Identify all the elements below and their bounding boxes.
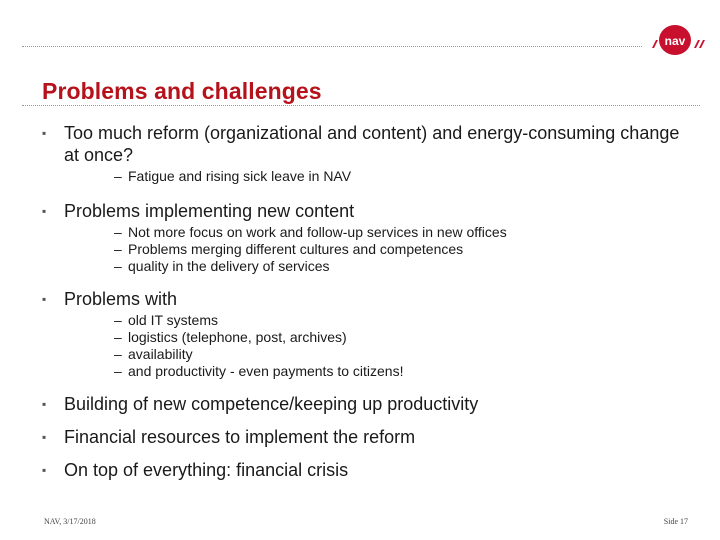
- footer-date: NAV, 3/17/2018: [44, 517, 96, 526]
- bullet-text: Building of new competence/keeping up productivity: [64, 394, 479, 414]
- logo-text: nav: [664, 34, 686, 48]
- bullet-text: Problems implementing new content: [64, 201, 355, 221]
- sub-item: – Problems merging different cultures and competences: [114, 241, 464, 257]
- title-divider: [22, 105, 700, 106]
- sub-item: – Not more focus on work and follow-up services in new offices: [114, 224, 507, 240]
- sub-item: – and productivity - even payments to citizens!: [114, 363, 404, 379]
- nav-logo-icon: [648, 22, 708, 58]
- bullet-item: [42, 393, 682, 415]
- bullet-item: [42, 426, 682, 448]
- sub-item: – logistics (telephone, post, archives): [114, 329, 347, 345]
- sub-list: [114, 312, 682, 380]
- square-bullet-icon: ▪: [42, 463, 47, 477]
- sub-list: [114, 168, 682, 185]
- bullet-text: Too much reform (organizational and content) and energy-consuming change at once?: [64, 123, 680, 165]
- bullet-text: Financial resources to implement the reform: [64, 427, 416, 447]
- bullet-item: [42, 200, 682, 275]
- square-bullet-icon: ▪: [42, 292, 47, 306]
- bullet-text: Problems with: [64, 289, 178, 309]
- sub-list: [114, 224, 682, 275]
- sub-item: – availability: [114, 346, 193, 362]
- bullet-item: [42, 288, 682, 380]
- top-divider: [22, 46, 642, 47]
- bullet-item: [42, 122, 682, 185]
- square-bullet-icon: ▪: [42, 430, 47, 444]
- slide-title: Problems and challenges: [42, 78, 322, 104]
- footer-page-number: Side 17: [663, 517, 688, 526]
- square-bullet-icon: ▪: [42, 397, 47, 411]
- bullet-item: [42, 459, 682, 481]
- square-bullet-icon: ▪: [42, 204, 47, 218]
- bullet-text: On top of everything: financial crisis: [64, 460, 349, 480]
- square-bullet-icon: ▪: [42, 126, 47, 140]
- sub-item: – Fatigue and rising sick leave in NAV: [114, 168, 352, 184]
- sub-item: – old IT systems: [114, 312, 218, 328]
- sub-item: – quality in the delivery of services: [114, 258, 330, 274]
- slide-content: [42, 122, 682, 481]
